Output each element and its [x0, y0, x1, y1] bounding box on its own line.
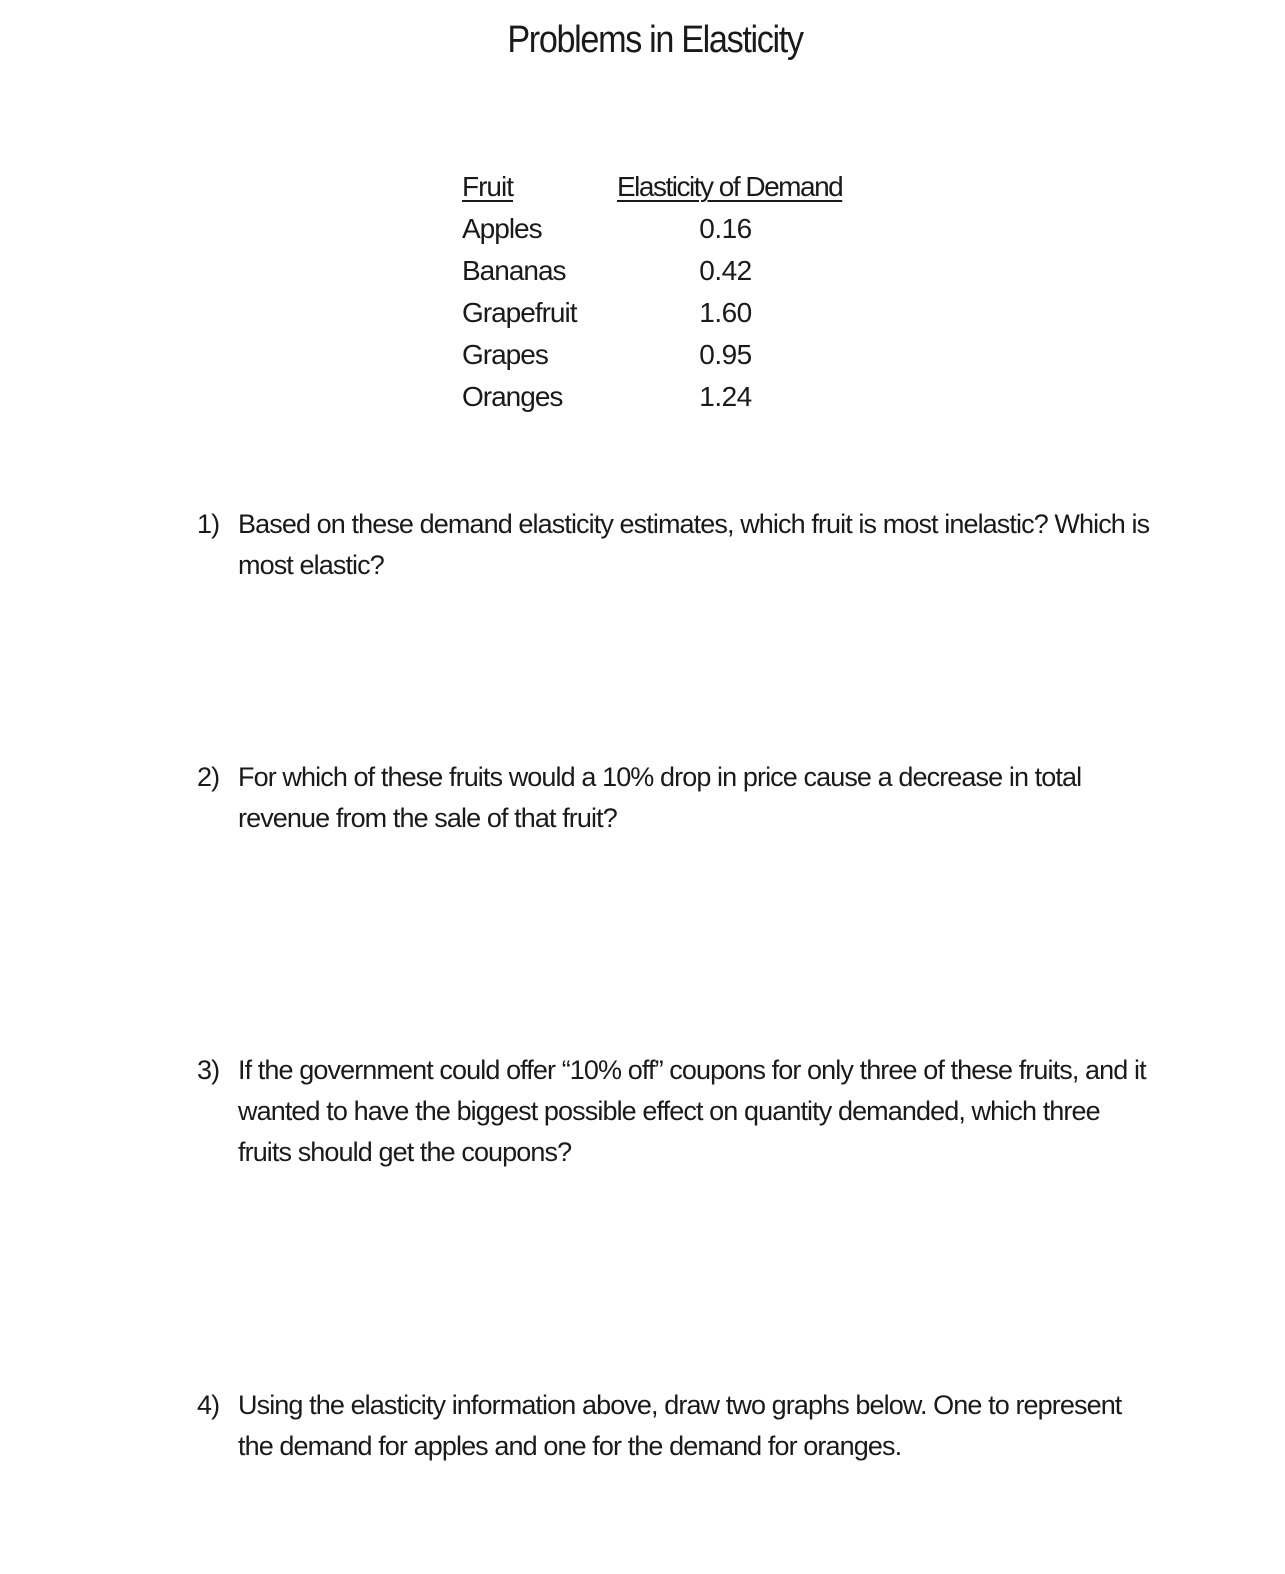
page-title: Problems in Elasticity	[507, 19, 803, 61]
fruit-name: Oranges	[462, 381, 563, 412]
question-number: 1)	[197, 509, 220, 539]
elasticity-value: 0.95	[699, 339, 752, 370]
column-header-fruit: Fruit	[462, 171, 513, 202]
table-row	[462, 334, 862, 376]
question-text: If the government could offer “10% off” coupons for only three of these fruits, and it wanted to have the biggest possible effect on quantity demanded, which three fruits should get the coupons?	[238, 1055, 1146, 1167]
column-header-elasticity: Elasticity of Demand	[617, 171, 843, 202]
question-1	[197, 504, 1157, 586]
table-row	[462, 376, 862, 418]
elasticity-value: 1.24	[699, 381, 752, 412]
fruit-name: Bananas	[462, 255, 566, 286]
table-row	[462, 250, 862, 292]
fruit-name: Grapefruit	[462, 297, 577, 328]
question-4	[197, 1385, 1157, 1467]
question-text: For which of these fruits would a 10% drop in price cause a decrease in total revenue from the sale of that fruit?	[238, 762, 1082, 833]
elasticity-value: 0.16	[699, 213, 752, 244]
question-number: 2)	[197, 762, 220, 792]
table-row	[462, 208, 862, 250]
question-3	[197, 1050, 1157, 1173]
elasticity-table	[462, 166, 862, 418]
question-number: 3)	[197, 1055, 220, 1085]
question-text: Using the elasticity information above, draw two graphs below. One to represent the demand for apples and one for the demand for oranges.	[238, 1390, 1122, 1461]
fruit-name: Grapes	[462, 339, 548, 370]
question-text: Based on these demand elasticity estimates, which fruit is most inelastic? Which is most elastic?	[238, 509, 1150, 580]
question-number: 4)	[197, 1390, 220, 1420]
elasticity-value: 0.42	[699, 255, 752, 286]
question-2	[197, 757, 1157, 839]
fruit-name: Apples	[462, 213, 542, 244]
table-header-row	[462, 166, 862, 208]
table-row	[462, 292, 862, 334]
elasticity-value: 1.60	[699, 297, 752, 328]
